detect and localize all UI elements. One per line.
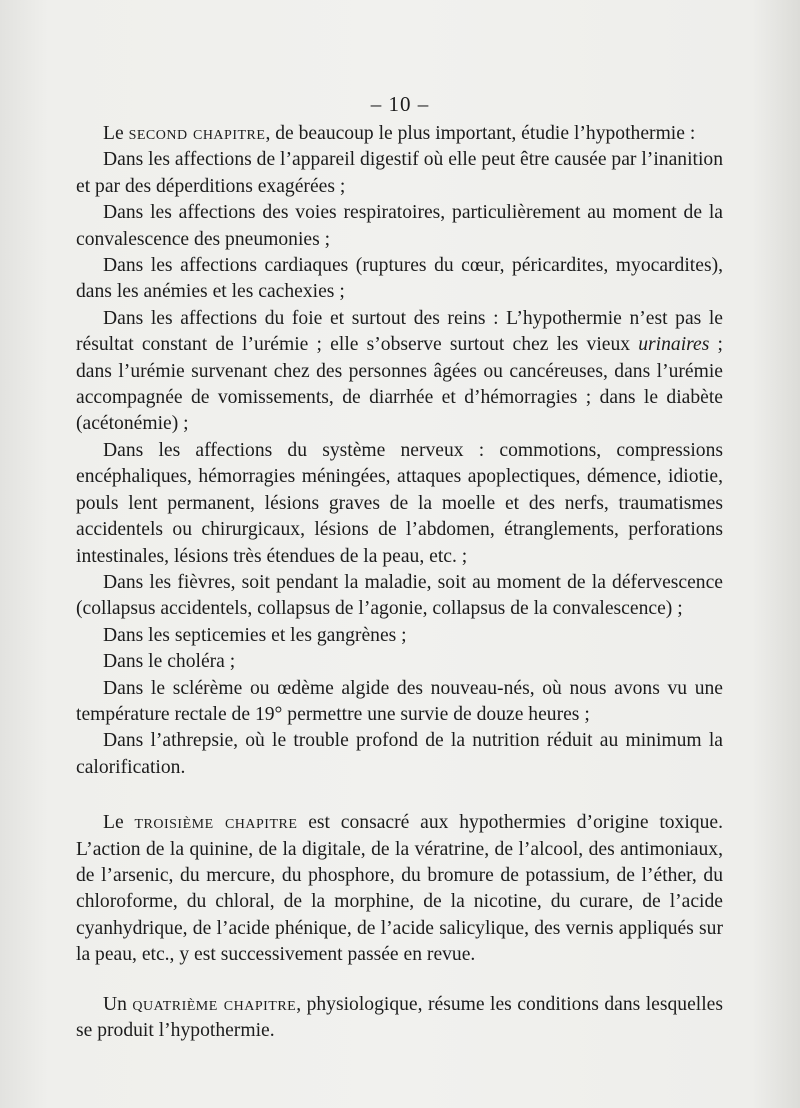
chapter-heading: troisième chapitre [134,812,298,834]
paragraph-nervous: Dans les affections du système nerveux : commotions, compressions encéphaliques, hémorragies méningées, attaques apoplectiques, démence, idiotie, pouls lent permanent, lésions graves de la moelle et des nerfs, traumatismes accidentels ou chirurgicaux, lésions de l’abdomen, étranglements, perforations intestinales, lésions très étendues de la peau, etc. ; [76,439,723,567]
page-body [76,121,723,1044]
section-gap [76,781,723,810]
paragraph-text: Dans les affections du foie et surtout des reins : L’hypothermie n’est pas le résultat constant de l’urémie ; elle s’observe surtout chez les vieux [76,307,723,356]
page-number: – 10 – [370,92,430,116]
paragraph-sclereme: Dans le sclérème ou œdème algide des nouveau-nés, où nous avons vu une température rectale de 19° permettre une survie de douze heures ; [76,677,723,725]
paragraph-respiratory: Dans les affections des voies respiratoires, particulièrement au moment de la convalescence des pneumonies ; [76,202,723,250]
paragraph-second-chapter [76,121,723,147]
paragraph-text: , physiologique, résume les conditions dans lesquelles se produit l’hypothermie. [76,993,723,1041]
paragraph-fourth-chapter [76,992,723,1045]
chapter-heading: quatrième chapitre [132,993,297,1015]
paragraph-cholera: Dans le choléra ; [103,651,236,673]
paragraph-text: , de beaucoup le plus important, étudie l’hypothermie : [265,123,696,144]
paragraph-cardiac: Dans les affections cardiaques (ruptures du cœur, péricardites, myocardites), dans les anémies et les cachexies ; [76,255,723,303]
paragraph-lead: Le [103,812,135,834]
paragraph-text: ; dans l’urémie survenant chez des personnes âgées ou cancéreuses, dans l’urémie accompagnée de vomissements, de diarrhée et d’hémorragies ; dans le diabète (acétonémie) ; [76,334,723,435]
paragraph-liver-kidney [76,306,723,438]
paragraph-lead: Un [103,993,133,1015]
paragraph-fevers: Dans les fièvres, soit pendant la maladie, soit au moment de la défervescence (collapsus accidentels, collapsus de l’agonie, collapsus de la convalescence) ; [76,571,723,620]
paragraph-athrepsie: Dans l’athrepsie, où le trouble profond de la nutrition réduit au minimum la calorification. [76,730,723,778]
section-gap [76,969,723,992]
italic-term: urinaires [638,334,710,356]
paragraph-digestive: Dans les affections de l’appareil digestif où elle peut être causée par l’inanition et par des déperditions exagérées ; [76,149,723,197]
paragraph-lead: Le [103,123,129,144]
paragraph-text: est consacré aux hypothermies d’origine toxique. L’action de la quinine, de la digitale, de la vératrine, de l’alcool, des antimoniaux, de l’arsenic, du mercure, du phosphore, du bromure de potassium, de l’éther, du chloroforme, du chloral, de la morphine, de la nicotine, du curare, de l’acide cyanhydrique, de l’acide phénique, de l’acide salicylique, des vernis appliqués sur la peau, etc., y est successivement passée en revue. [76,812,723,966]
chapter-heading: second chapitre [128,123,266,144]
paragraph-third-chapter [76,810,723,968]
paragraph-septicemia: Dans les septicemies et les gangrènes ; [103,624,407,646]
